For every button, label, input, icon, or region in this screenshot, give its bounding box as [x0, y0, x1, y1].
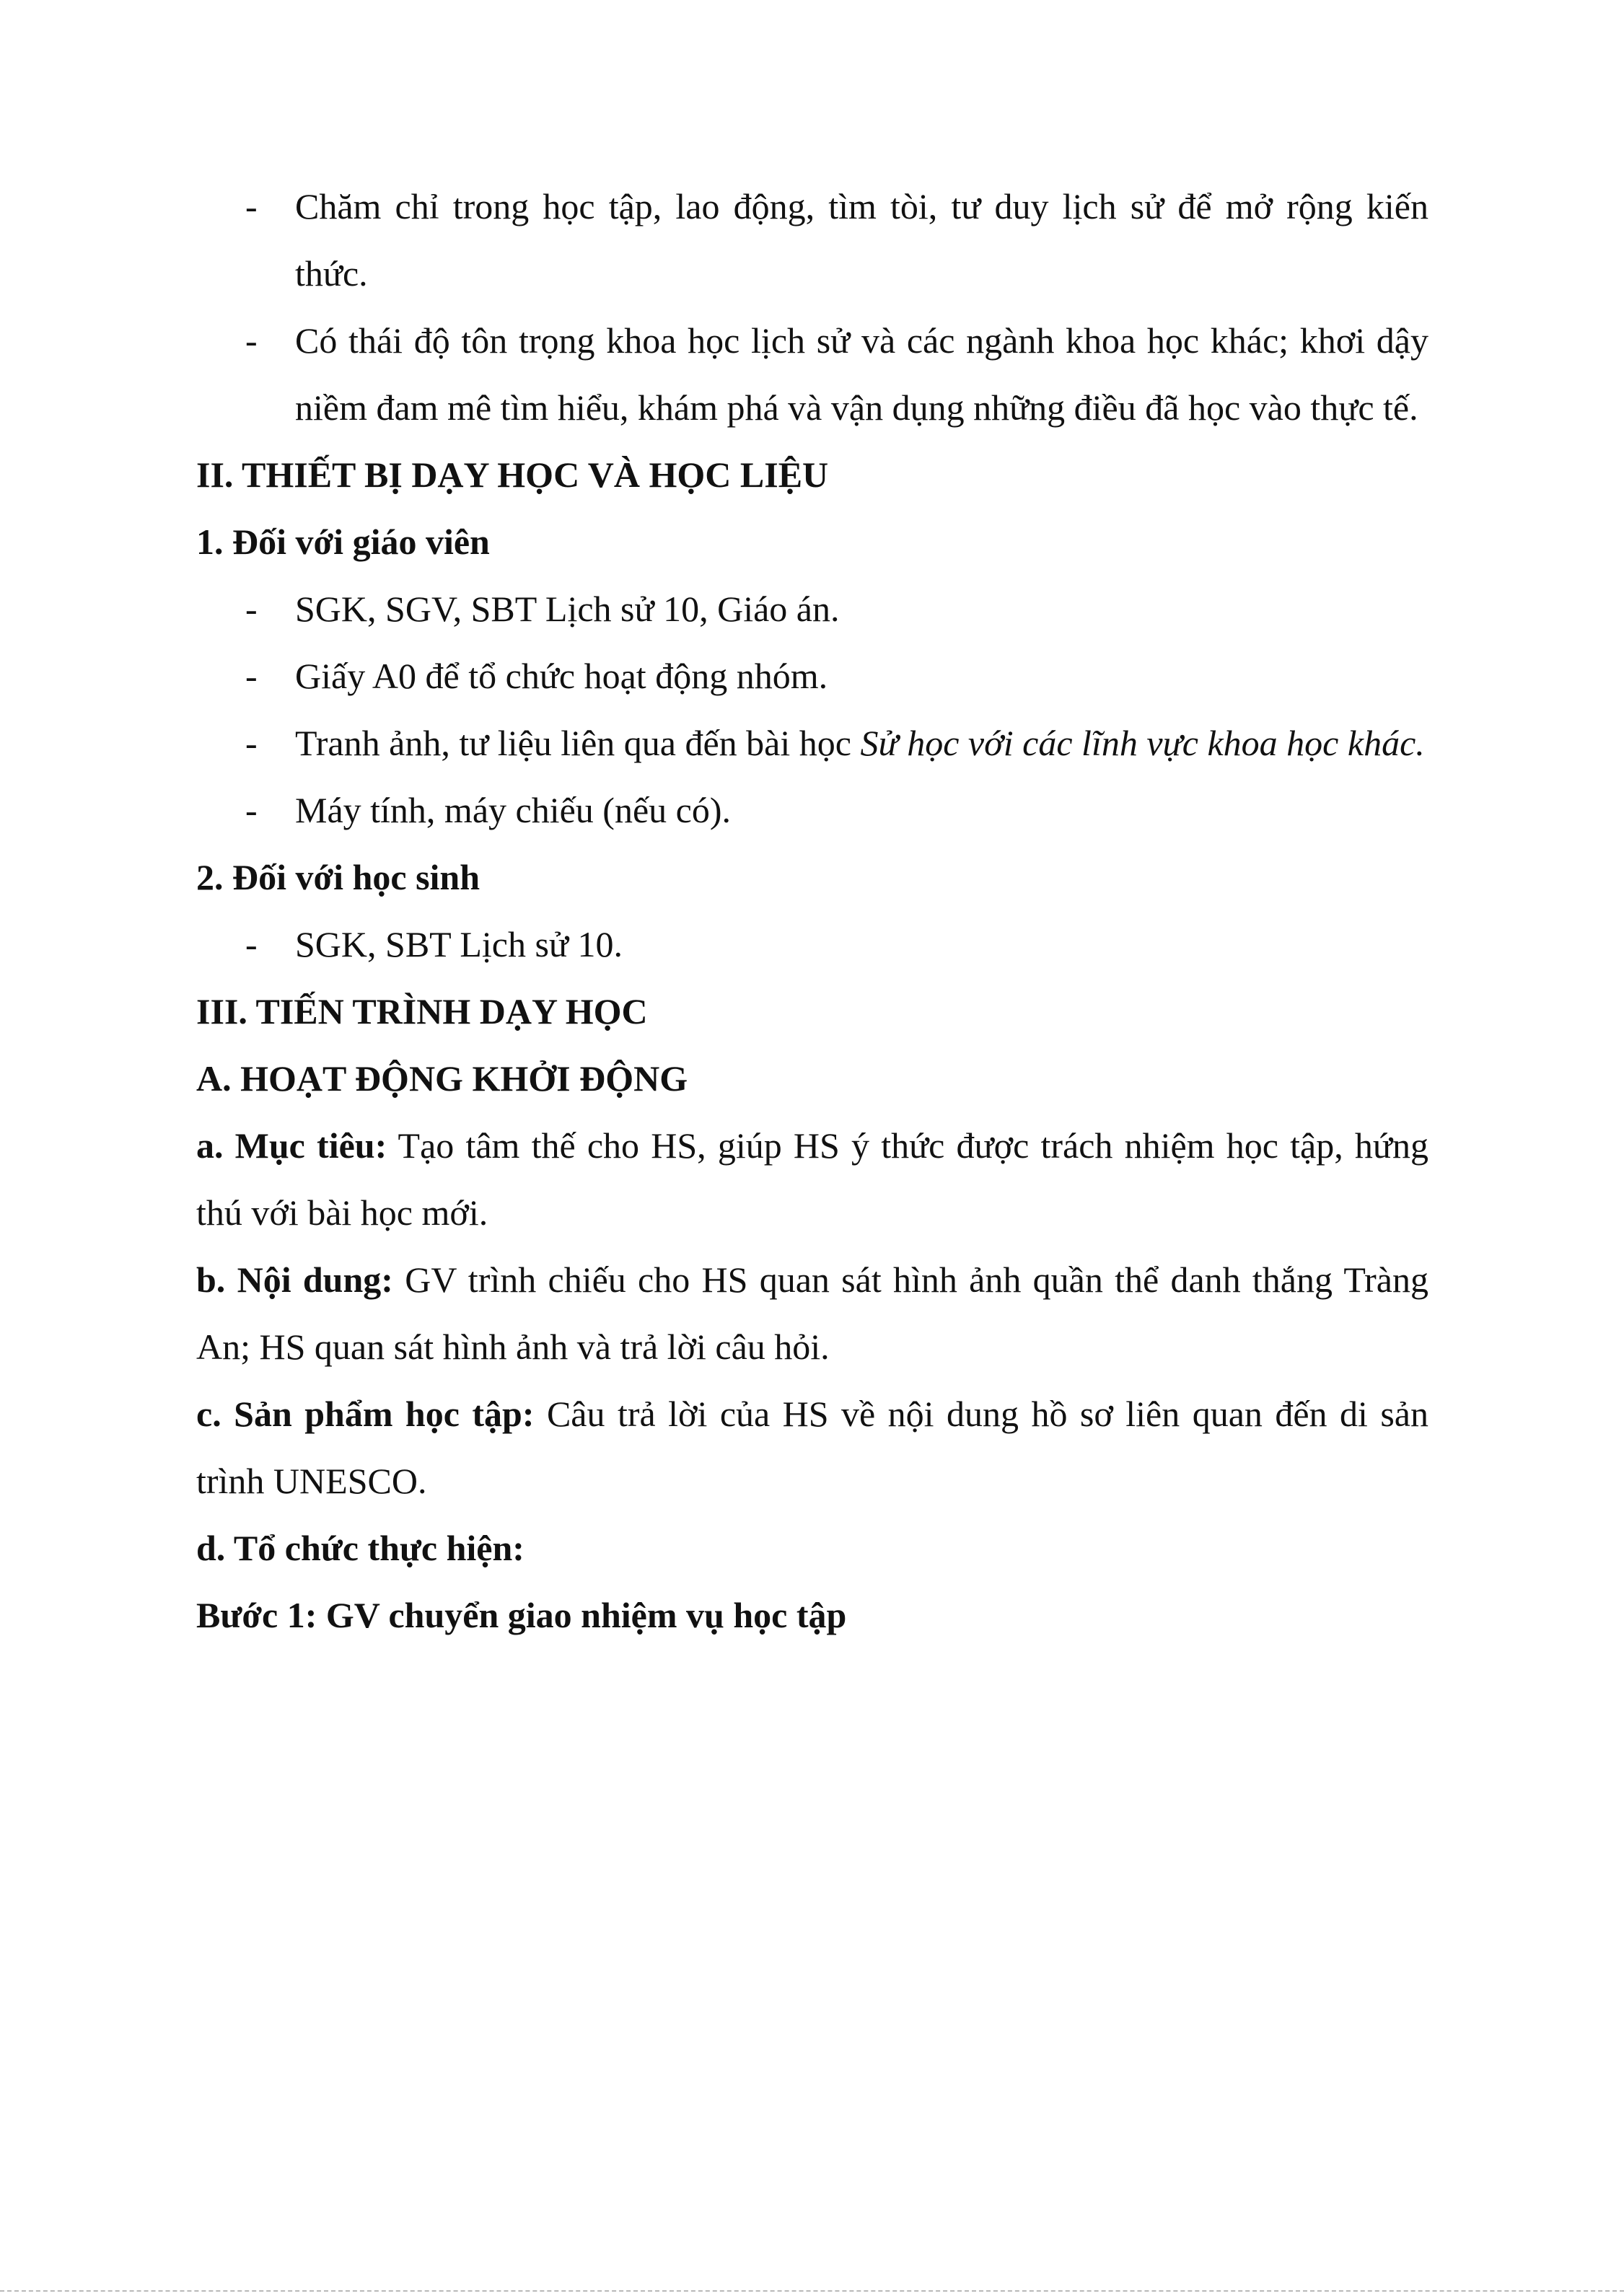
teacher-heading: 1. Đối với giáo viên [196, 522, 490, 562]
list-item [196, 173, 1428, 307]
bullet-text: Máy tính, máy chiếu (nếu có). [295, 790, 731, 830]
list-item [196, 643, 1428, 710]
activity-a-title: A. HOẠT ĐỘNG KHỞI ĐỘNG [196, 1058, 688, 1099]
bullet-text: Giấy A0 để tổ chức hoạt động nhóm. [295, 656, 828, 696]
content-paragraph [196, 1246, 1428, 1381]
bullet-text: Tranh ảnh, tư liệu liên qua đến bài học [295, 723, 861, 763]
product-label: c. Sản phẩm học tập: [196, 1394, 535, 1434]
lesson-title: Sử học với các lĩnh vực khoa học khác. [860, 723, 1425, 763]
list-item [196, 710, 1428, 777]
bullet-dash: - [245, 924, 258, 964]
product-paragraph [196, 1381, 1428, 1515]
page-bottom-divider [0, 2290, 1624, 2292]
step-1-heading: Bước 1: GV chuyển giao nhiệm vụ học tập [196, 1595, 847, 1635]
bullet-dash: - [245, 656, 258, 696]
goal-label: a. Mục tiêu: [196, 1125, 387, 1166]
bullet-dash: - [245, 723, 258, 763]
goal-text: Tạo tâm thế cho HS, giúp HS ý thức được trách nhiệm học tập, hứng thú với bài học mới. [196, 1125, 1428, 1233]
bullet-text: SGK, SGV, SBT Lịch sử 10, Giáo án. [295, 589, 840, 629]
content-text: GV trình chiếu cho HS quan sát hình ảnh quần thể danh thắng Tràng An; HS quan sát hình ảnh và trả lời câu hỏi. [196, 1259, 1428, 1367]
student-list [196, 911, 1428, 978]
bullet-text: Chăm chỉ trong học tập, lao động, tìm tòi, tư duy lịch sử để mở rộng kiến thức. [295, 186, 1428, 294]
qualities-list [196, 173, 1428, 441]
bullet-dash: - [245, 790, 258, 830]
product-text: Câu trả lời của HS về nội dung hồ sơ liên quan đến di sản trình UNESCO. [196, 1394, 1428, 1501]
list-item [196, 576, 1428, 643]
goal-paragraph [196, 1112, 1428, 1246]
bullet-text: Có thái độ tôn trọng khoa học lịch sử và các ngành khoa học khác; khơi dậy niềm đam mê tìm hiểu, khám phá và vận dụng những điều đã học vào thực tế. [295, 320, 1428, 428]
bullet-dash: - [245, 589, 258, 629]
bullet-dash: - [245, 186, 258, 226]
list-item [196, 777, 1428, 844]
student-heading: 2. Đối với học sinh [196, 857, 480, 897]
content-label: b. Nội dung: [196, 1259, 393, 1300]
section-2-title: II. THIẾT BỊ DẠY HỌC VÀ HỌC LIỆU [196, 454, 829, 495]
section-3-title: III. TIẾN TRÌNH DẠY HỌC [196, 991, 648, 1032]
bullet-dash: - [245, 320, 258, 361]
teacher-list [196, 576, 1428, 844]
list-item [196, 307, 1428, 441]
organize-heading: d. Tổ chức thực hiện: [196, 1528, 524, 1568]
bullet-text: SGK, SBT Lịch sử 10. [295, 924, 623, 964]
document-page [196, 173, 1428, 1649]
list-item [196, 911, 1428, 978]
